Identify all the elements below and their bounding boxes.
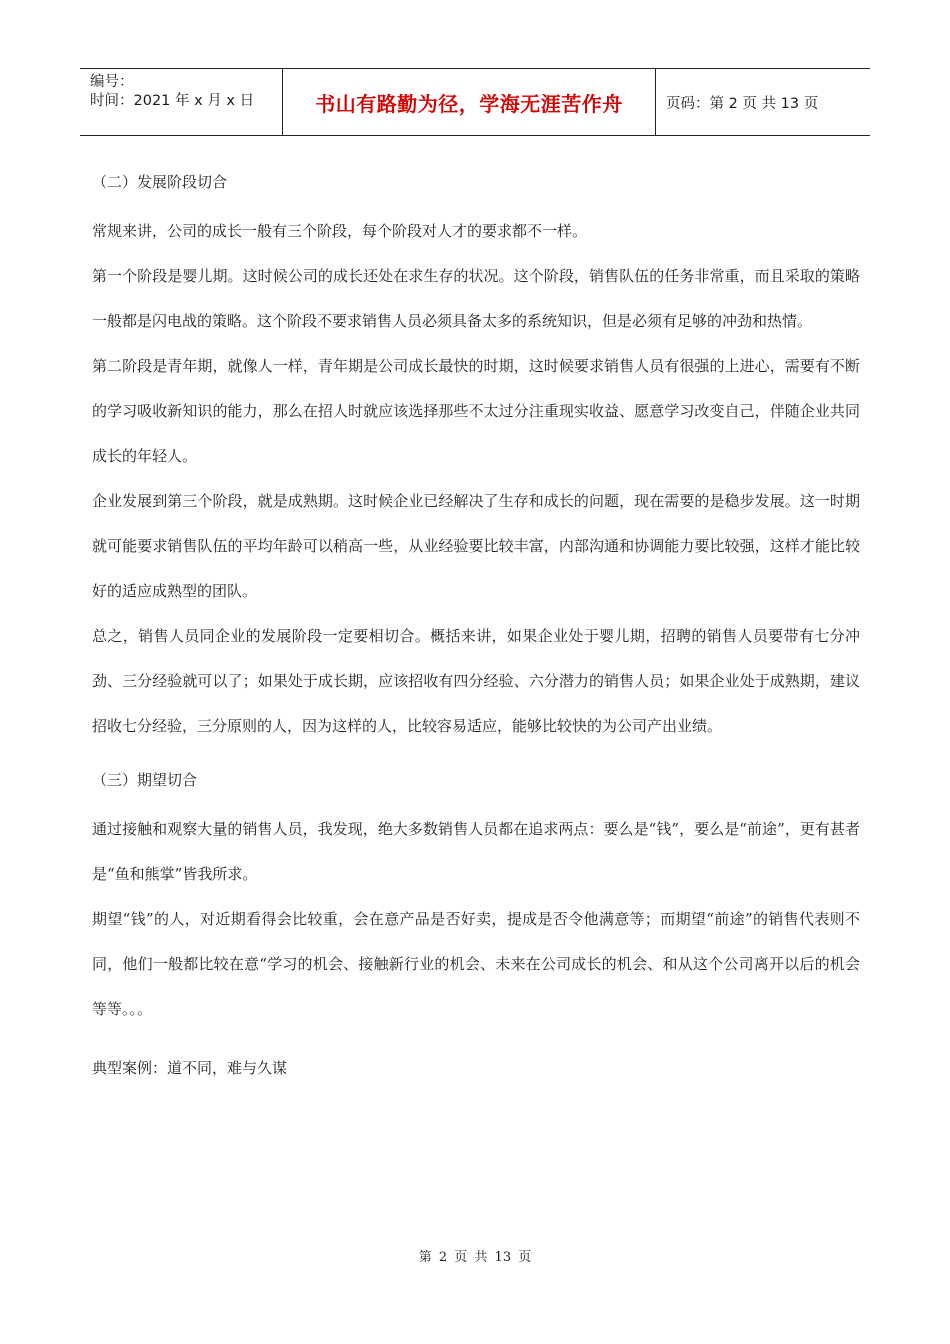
body-paragraph: 常规来讲，公司的成长一般有三个阶段，每个阶段对人才的要求都不一样。 (92, 222, 588, 240)
body-paragraph: 第二阶段是青年期，就像人一样，青年期是公司成长最快的时期，这时候要求销售人员有很强的上进心，需要有不断的学习吸收新知识的能力，那么在招人时就应该选择那些不太过分注重现实收益、愿意学习改变自己，伴随企业共同成长的年轻人。 (92, 357, 860, 465)
header-page-info: 页码：第 2 页 共 13 页 (666, 95, 819, 112)
document-number-label: 编号： (90, 74, 134, 90)
document-body (92, 165, 860, 1091)
body-paragraph: 第一个阶段是婴儿期。这时候公司的成长还处在求生存的状况。这个阶段，销售队伍的任务非常重，而且采取的策略一般都是闪电战的策略。这个阶段不要求销售人员必须具备太多的系统知识，但是必须有足够的冲劲和热情。 (92, 267, 860, 330)
header-page-cell (656, 69, 870, 135)
case-study-heading: 典型案例：道不同，难与久谋 (92, 1059, 288, 1077)
header-motto: 书山有路勤为径，学海无涯苦作舟 (315, 91, 623, 116)
section-heading-development-stage: （二）发展阶段切合 (92, 173, 228, 191)
footer-page-number: 第 2 页 共 13 页 (418, 1250, 532, 1265)
header-meta-cell (80, 69, 282, 135)
body-paragraph: 期望“钱”的人，对近期看得会比较重，会在意产品是否好卖，提成是否令他满意等；而期望“前途”的销售代表则不同，他们一般都比较在意“学习的机会、接触新行业的机会、未来在公司成长的机会、和从这个公司离开以后的机会等等。。。 (92, 910, 860, 1018)
page-footer (0, 1246, 950, 1265)
header-motto-cell (282, 69, 656, 135)
document-date: 时间：2021 年 x 月 x 日 (90, 93, 255, 109)
body-paragraph: 总之，销售人员同企业的发展阶段一定要相切合。概括来讲，如果企业处于婴儿期，招聘的销售人员要带有七分冲劲、三分经验就可以了；如果处于成长期，应该招收有四分经验、六分潜力的销售人员；如果企业处于成熟期，建议招收七分经验，三分原则的人，因为这样的人，比较容易适应，能够比较快的为公司产出业绩。 (92, 627, 860, 735)
body-paragraph: 企业发展到第三个阶段，就是成熟期。这时候企业已经解决了生存和成长的问题，现在需要的是稳步发展。这一时期就可能要求销售队伍的平均年龄可以稍高一些，从业经验要比较丰富，内部沟通和协调能力要比较强，这样才能比较好的适应成熟型的团队。 (92, 492, 860, 600)
section-heading-expectation: （三）期望切合 (92, 771, 198, 789)
page-header (80, 68, 870, 136)
body-paragraph: 通过接触和观察大量的销售人员，我发现，绝大多数销售人员都在追求两点：要么是“钱”，要么是“前途”，更有甚者是“鱼和熊掌”皆我所求。 (92, 820, 860, 883)
